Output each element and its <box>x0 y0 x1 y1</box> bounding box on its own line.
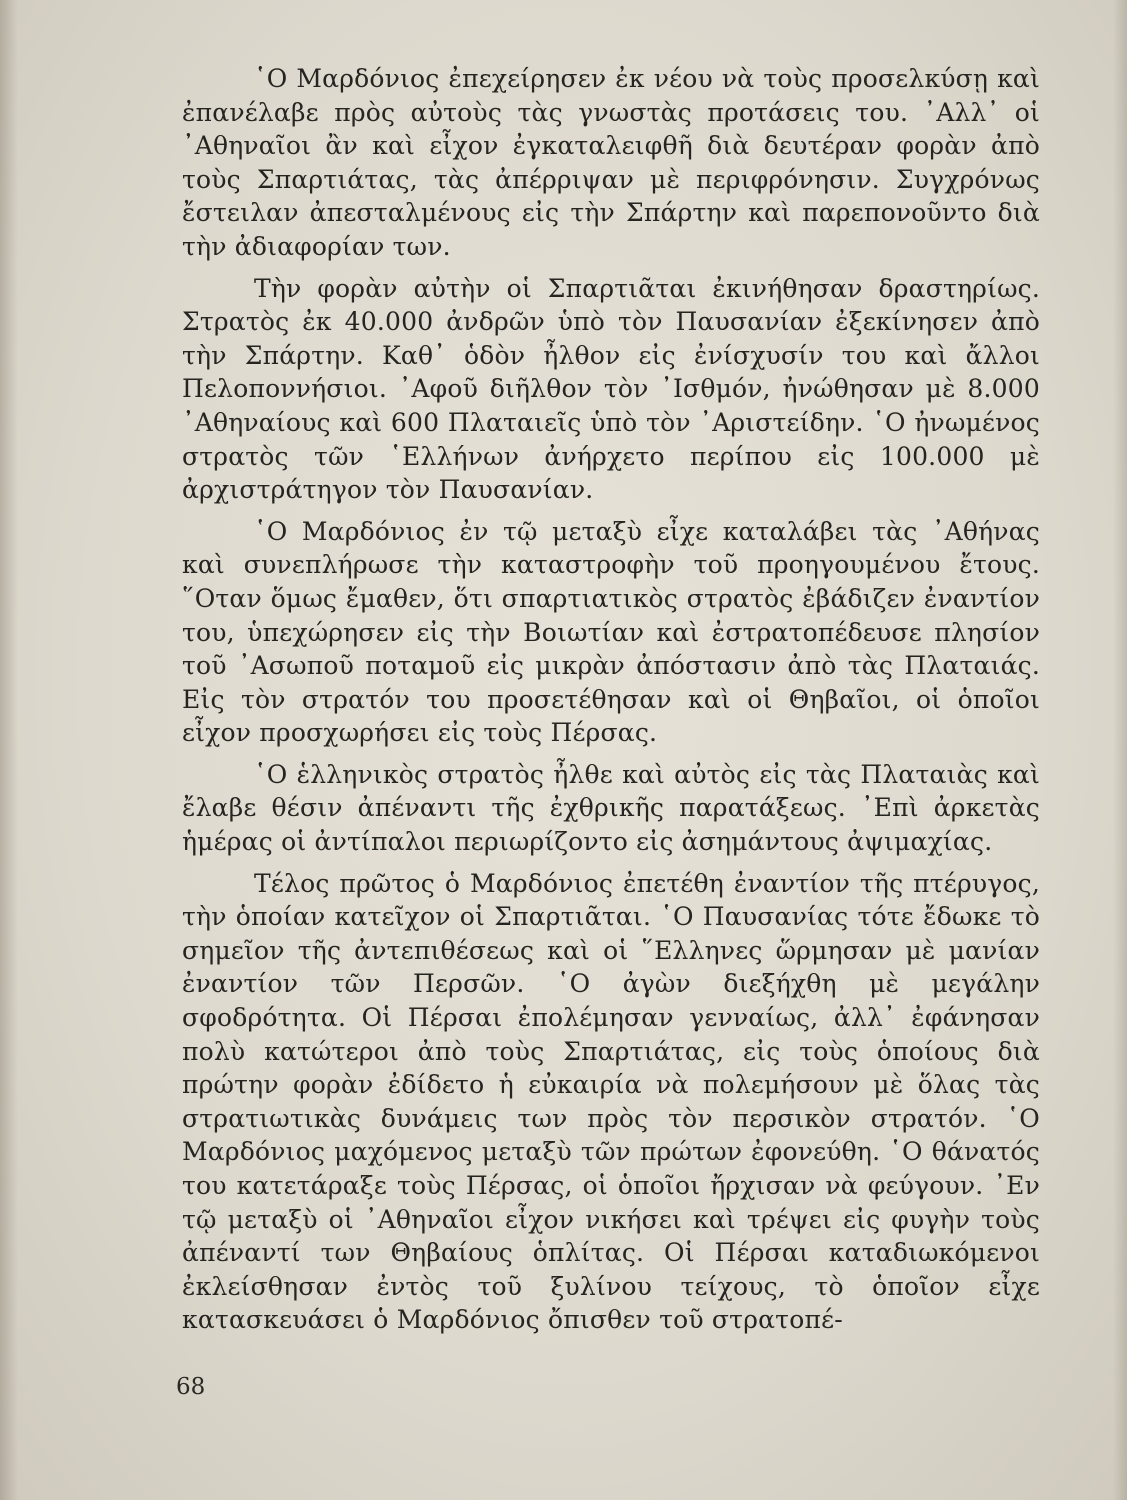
paragraph-5: Τέλος πρῶτος ὁ Μαρδόνιος ἐπετέθη ἐναντίον τῆς πτέρυγος, τὴν ὁποίαν κατεῖχον οἱ Σπαρτιᾶται. ῾Ο Παυσανίας τότε ἔδωκε τὸ σημεῖον τῆς ἀντεπιθέσεως καὶ οἱ ῞Ελληνες ὥρμησαν μὲ μανίαν ἐναντίον τῶν Περσῶν. ῾Ο ἀγὼν διεξήχθη μὲ μεγάλην σφοδρότητα. Οἱ Πέρσαι ἐπολέμησαν γενναίως, ἀλλ᾿ ἐφάνησαν πολὺ κατώτεροι ἀπὸ τοὺς Σπαρτιάτας, εἰς τοὺς ὁποίους διὰ πρώτην φορὰν ἐδίδετο ἡ εὐκαιρία νὰ πολεμήσουν μὲ ὅλας τὰς στρατιωτικὰς δυνάμεις των πρὸς τὸν περσικὸν στρατόν. ῾Ο Μαρδόνιος μαχόμενος μεταξὺ τῶν πρώτων ἐφονεύθη. ῾Ο θάνατός του κατετάραξε τοὺς Πέρσας, οἱ ὁποῖοι ἤρχισαν νὰ φεύγουν. ᾿Εν τῷ μεταξὺ οἱ ᾿Αθηναῖοι εἶχον νικήσει καὶ τρέψει εἰς φυγὴν τοὺς ἀπέναντί των Θηβαίους ὁπλίτας. Οἱ Πέρσαι καταδιωκόμενοι ἐκλείσθησαν ἐντὸς τοῦ ξυλίνου τείχους, τὸ ὁποῖον εἶχε κατασκευάσει ὁ Μαρδόνιος ὄπισθεν τοῦ στρατοπέ- <box>182 868 1040 1335</box>
page-number: 68 <box>176 1374 206 1400</box>
paragraph-4: ῾Ο ἑλληνικὸς στρατὸς ἦλθε καὶ αὐτὸς εἰς τὰς Πλαταιὰς καὶ ἔλαβε θέσιν ἀπέναντι τῆς ἐχθρικῆς παρατάξεως. ᾿Επὶ ἀρκετὰς ἡμέρας οἱ ἀντίπαλοι περιωρίζοντο εἰς ἀσημάντους ἀψιμαχίας. <box>182 759 1040 857</box>
page-edge-shadow <box>1113 0 1127 1500</box>
page-gutter-shadow <box>0 0 18 1500</box>
paragraph-3: ῾Ο Μαρδόνιος ἐν τῷ μεταξὺ εἶχε καταλάβει τὰς ᾿Αθήνας καὶ συνεπλήρωσε τὴν καταστροφὴν τοῦ προηγουμένου ἔτους. ῞Οταν ὅμως ἔμαθεν, ὅτι σπαρτιατικὸς στρατὸς ἐβάδιζεν ἐναντίον του, ὑπεχώρησεν εἰς τὴν Βοιωτίαν καὶ ἐστρατοπέδευσε πλησίον τοῦ ᾿Ασωποῦ ποταμοῦ εἰς μικρὰν ἀπόστασιν ἀπὸ τὰς Πλαταιάς. Εἰς τὸν στρατόν του προσετέθησαν καὶ οἱ Θηβαῖοι, οἱ ὁποῖοι εἶχον προσχωρήσει εἰς τοὺς Πέρσας. <box>182 516 1040 748</box>
body-text <box>182 62 1040 1337</box>
paragraph-1: ῾Ο Μαρδόνιος ἐπεχείρησεν ἐκ νέου νὰ τοὺς προσελκύσῃ καὶ ἐπανέλαβε πρὸς αὐτοὺς τὰς γνωστὰς προτάσεις του. ᾿Αλλ᾿ οἱ ᾿Αθηναῖοι ἂν καὶ εἶχον ἐγκαταλειφθῆ διὰ δευτέραν φορὰν ἀπὸ τοὺς Σπαρτιάτας, τὰς ἀπέρριψαν μὲ περιφρόνησιν. Συγχρόνως ἔστειλαν ἀπεσταλμένους εἰς τὴν Σπάρτην καὶ παρεπονοῦντο διὰ τὴν ἀδιαφορίαν των. <box>182 64 1040 261</box>
paragraph-2: Τὴν φορὰν αὐτὴν οἱ Σπαρτιᾶται ἐκινήθησαν δραστηρίως. Στρατὸς ἐκ 40.000 ἀνδρῶν ὑπὸ τὸν Παυσανίαν ἐξεκίνησεν ἀπὸ τὴν Σπάρτην. Καθ᾿ ὁδὸν ἦλθον εἰς ἐνίσχυσίν του καὶ ἄλλοι Πελοποννήσιοι. ᾿Αφοῦ διῆλθον τὸν ᾿Ισθμόν, ἠνώθησαν μὲ 8.000 ᾿Αθηναίους καὶ 600 Πλαταιεῖς ὑπὸ τὸν ᾿Αριστείδην. ῾Ο ἠνωμένος στρατὸς τῶν ῾Ελλήνων ἀνήρχετο περίπου εἰς 100.000 μὲ ἀρχιστράτηγον τὸν Παυσανίαν. <box>182 273 1040 505</box>
